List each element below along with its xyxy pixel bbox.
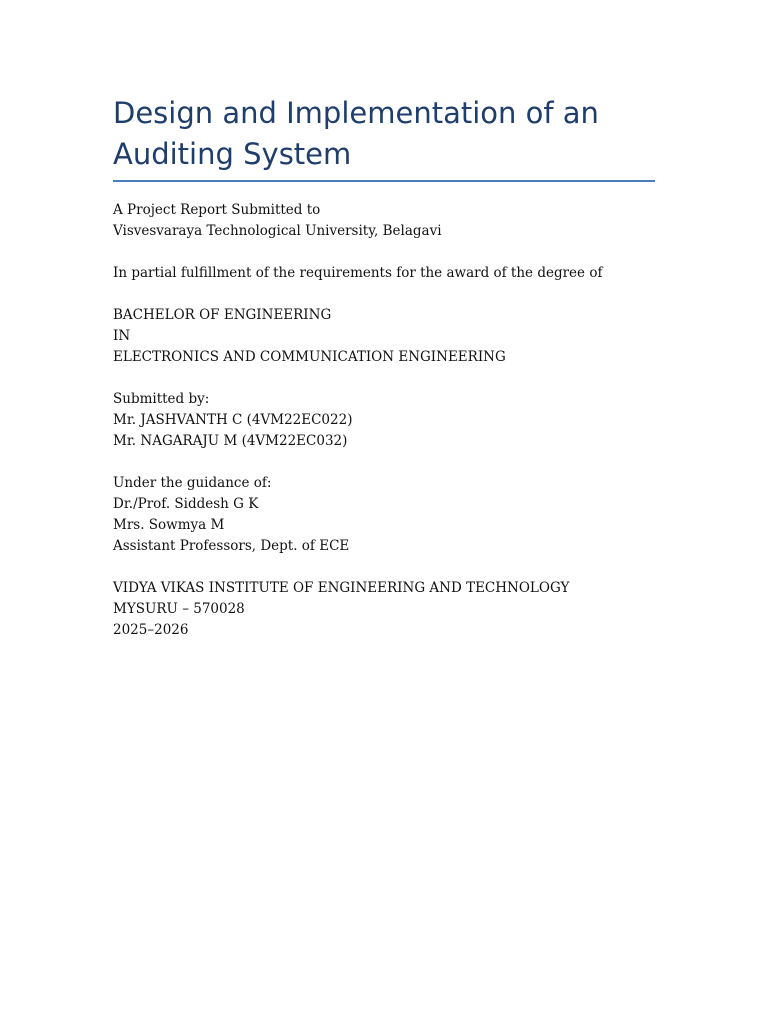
submitted-by-block xyxy=(113,389,673,452)
university-line: Visvesvaraya Technological University, Belagavi xyxy=(113,223,442,239)
guidance-block xyxy=(113,473,673,557)
guide-1: Dr./Prof. Siddesh G K xyxy=(113,496,259,512)
guidance-heading: Under the guidance of: xyxy=(113,475,272,491)
institute-name: VIDYA VIKAS INSTITUTE OF ENGINEERING AND TECHNOLOGY xyxy=(113,580,570,596)
submission-line: A Project Report Submitted to xyxy=(113,202,321,218)
fulfillment-line: In partial fulfillment of the requirements for the award of the degree of xyxy=(113,265,603,281)
degree-name: BACHELOR OF ENGINEERING xyxy=(113,307,332,323)
document-title xyxy=(113,93,655,175)
academic-year: 2025–2026 xyxy=(113,622,189,638)
degree-branch: ELECTRONICS AND COMMUNICATION ENGINEERING xyxy=(113,349,506,365)
submission-block xyxy=(113,200,673,242)
guide-designation: Assistant Professors, Dept. of ECE xyxy=(113,538,350,554)
title-line-1: Design and Implementation of an xyxy=(113,96,599,130)
institute-city: MYSURU – 570028 xyxy=(113,601,245,617)
title-underline-rule xyxy=(113,180,655,182)
document-body xyxy=(113,200,673,662)
guide-2: Mrs. Sowmya M xyxy=(113,517,225,533)
institute-block xyxy=(113,578,673,641)
title-line-2: Auditing System xyxy=(113,137,352,171)
degree-block xyxy=(113,305,673,368)
degree-connector: IN xyxy=(113,328,131,344)
student-2: Mr. NAGARAJU M (4VM22EC032) xyxy=(113,433,348,449)
fulfillment-block xyxy=(113,263,673,284)
submitted-by-heading: Submitted by: xyxy=(113,391,210,407)
student-1: Mr. JASHVANTH C (4VM22EC022) xyxy=(113,412,353,428)
